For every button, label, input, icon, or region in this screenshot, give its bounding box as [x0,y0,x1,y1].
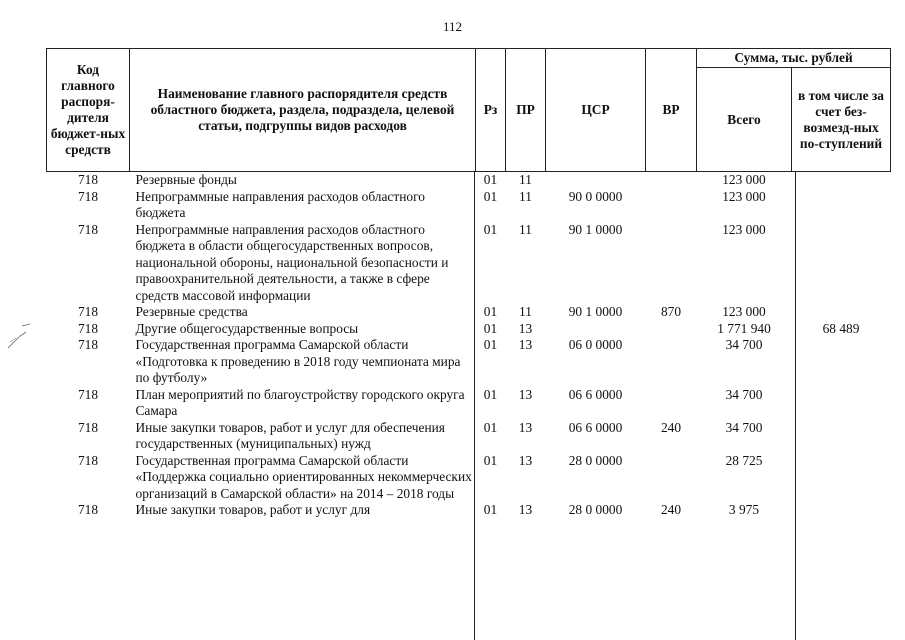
cell-total: 28 725 [725,452,763,468]
header-pr: ПР [506,49,546,172]
cell-rz: 01 [483,304,498,319]
cell-name: Резервные средства [135,304,248,319]
cell-rz: 01 [483,419,498,435]
column-rule [474,171,475,640]
header-rz: Рз [476,49,506,172]
table-row [47,337,891,387]
cell-name: Резервные фонды [135,172,237,187]
table-header [47,49,891,172]
cell-name: Другие общегосударственные вопросы [135,320,359,336]
cell-total: 123 000 [722,172,766,187]
header-total: Всего [697,68,792,172]
cell-vr [646,172,697,189]
cell-pr: 11 [519,188,532,204]
cell-total: 123 000 [722,188,766,204]
header-free: в том числе за счет без-возмезд-ных по-ступлений [792,68,891,172]
cell-name: Иные закупки товаров, работ и услуг для [135,502,371,517]
cell-name: Государственная программа Самарской области «Подготовка к проведению в 2018 году чемпионата мира по футболу» [135,337,461,385]
column-rule [795,171,796,640]
header-sum: Сумма, тыс. рублей [697,49,891,68]
cell-name: Иные закупки товаров, работ и услуг для обеспечения государственных (муниципальных) нужд [135,419,445,451]
cell-code: 718 [77,320,99,336]
cell-rz: 01 [483,221,498,237]
cell-free: 68 489 [822,320,860,336]
cell-free [792,420,891,453]
cell-free [792,222,891,305]
table-row [47,321,891,338]
table-row [47,304,891,321]
table-row [47,189,891,222]
cell-total: 123 000 [722,304,766,319]
cell-rz: 01 [483,502,498,517]
cell-pr: 11 [519,304,532,319]
cell-rz: 01 [483,320,498,336]
cell-code: 718 [77,452,99,468]
cell-code: 718 [77,419,99,435]
cell-rz: 01 [483,452,498,468]
cell-total: 1 771 940 [717,320,771,336]
cell-vr [646,337,697,387]
cell-free [792,172,891,189]
cell-pr: 13 [518,320,533,336]
cell-csr: 90 1 0000 [568,304,623,319]
cell-pr: 11 [519,221,532,237]
cell-pr: 13 [518,386,533,402]
cell-name: Государственная программа Самарской области «Поддержка социально ориентированных некоммерческих организаций в Самарской области» на 2014 – 2018 годы [135,452,472,501]
header-code: Код главного распоря-дителя бюджет-ных средств [47,49,130,172]
cell-csr: 28 0 0000 [568,452,623,468]
cell-code: 718 [77,502,99,517]
cell-pr: 13 [518,452,533,468]
cell-total: 34 700 [725,337,763,352]
cell-pr: 13 [518,502,533,517]
cell-name: План мероприятий по благоустройству городского округа Самара [135,386,465,418]
header-name: Наименование главного распорядителя средств областного бюджета, раздела, подраздела, целевой статьи, подгруппы видов расходов [130,49,476,172]
cell-total: 34 700 [725,386,763,402]
cell-rz: 01 [483,337,498,352]
cell-code: 718 [77,172,99,187]
cell-vr: 240 [660,502,682,517]
cell-pr: 11 [519,172,532,187]
cell-rz: 01 [483,172,498,187]
table-row [47,172,891,189]
table-row [47,222,891,305]
cell-vr [646,189,697,222]
cell-pr: 13 [518,419,533,435]
pen-mark [6,322,36,352]
cell-total: 123 000 [722,221,766,237]
cell-free [792,502,891,519]
cell-name: Непрограммные направления расходов областного бюджета в области общегосударственных вопросов, национальной обороны, национальной безопасности и правоохранительной деятельности, а также в сфере средств массовой информации [135,221,449,303]
cell-code: 718 [77,304,99,319]
page-number: 112 [442,19,463,34]
table-row [47,387,891,420]
cell-vr: 240 [660,419,682,435]
cell-csr: 90 1 0000 [568,221,623,237]
cell-vr [646,321,697,338]
cell-csr: 06 6 0000 [568,386,623,402]
table-row [47,420,891,453]
cell-csr [546,321,646,338]
budget-table [46,48,891,519]
cell-vr [646,453,697,503]
cell-code: 718 [77,337,99,352]
cell-vr [646,387,697,420]
cell-free [792,189,891,222]
table-body [47,172,891,519]
cell-total: 3 975 [728,502,760,517]
cell-rz: 01 [483,188,498,204]
cell-code: 718 [77,188,99,204]
cell-csr: 90 0 0000 [568,188,623,204]
cell-free [792,387,891,420]
header-csr: ЦСР [546,49,646,172]
cell-csr: 28 0 0000 [568,502,623,517]
header-vr: ВР [646,49,697,172]
table-row [47,453,891,503]
cell-csr: 06 0 0000 [568,337,623,352]
cell-code: 718 [77,221,99,237]
cell-code: 718 [77,386,99,402]
cell-free [792,453,891,503]
cell-vr [646,222,697,305]
cell-csr: 06 6 0000 [568,419,623,435]
cell-free [792,337,891,387]
cell-total: 34 700 [725,419,763,435]
cell-rz: 01 [483,386,498,402]
cell-pr: 13 [518,337,533,352]
cell-csr [546,172,646,189]
cell-name: Непрограммные направления расходов областного бюджета [135,188,425,220]
table-row [47,502,891,519]
cell-vr: 870 [660,304,682,319]
cell-free [792,304,891,321]
